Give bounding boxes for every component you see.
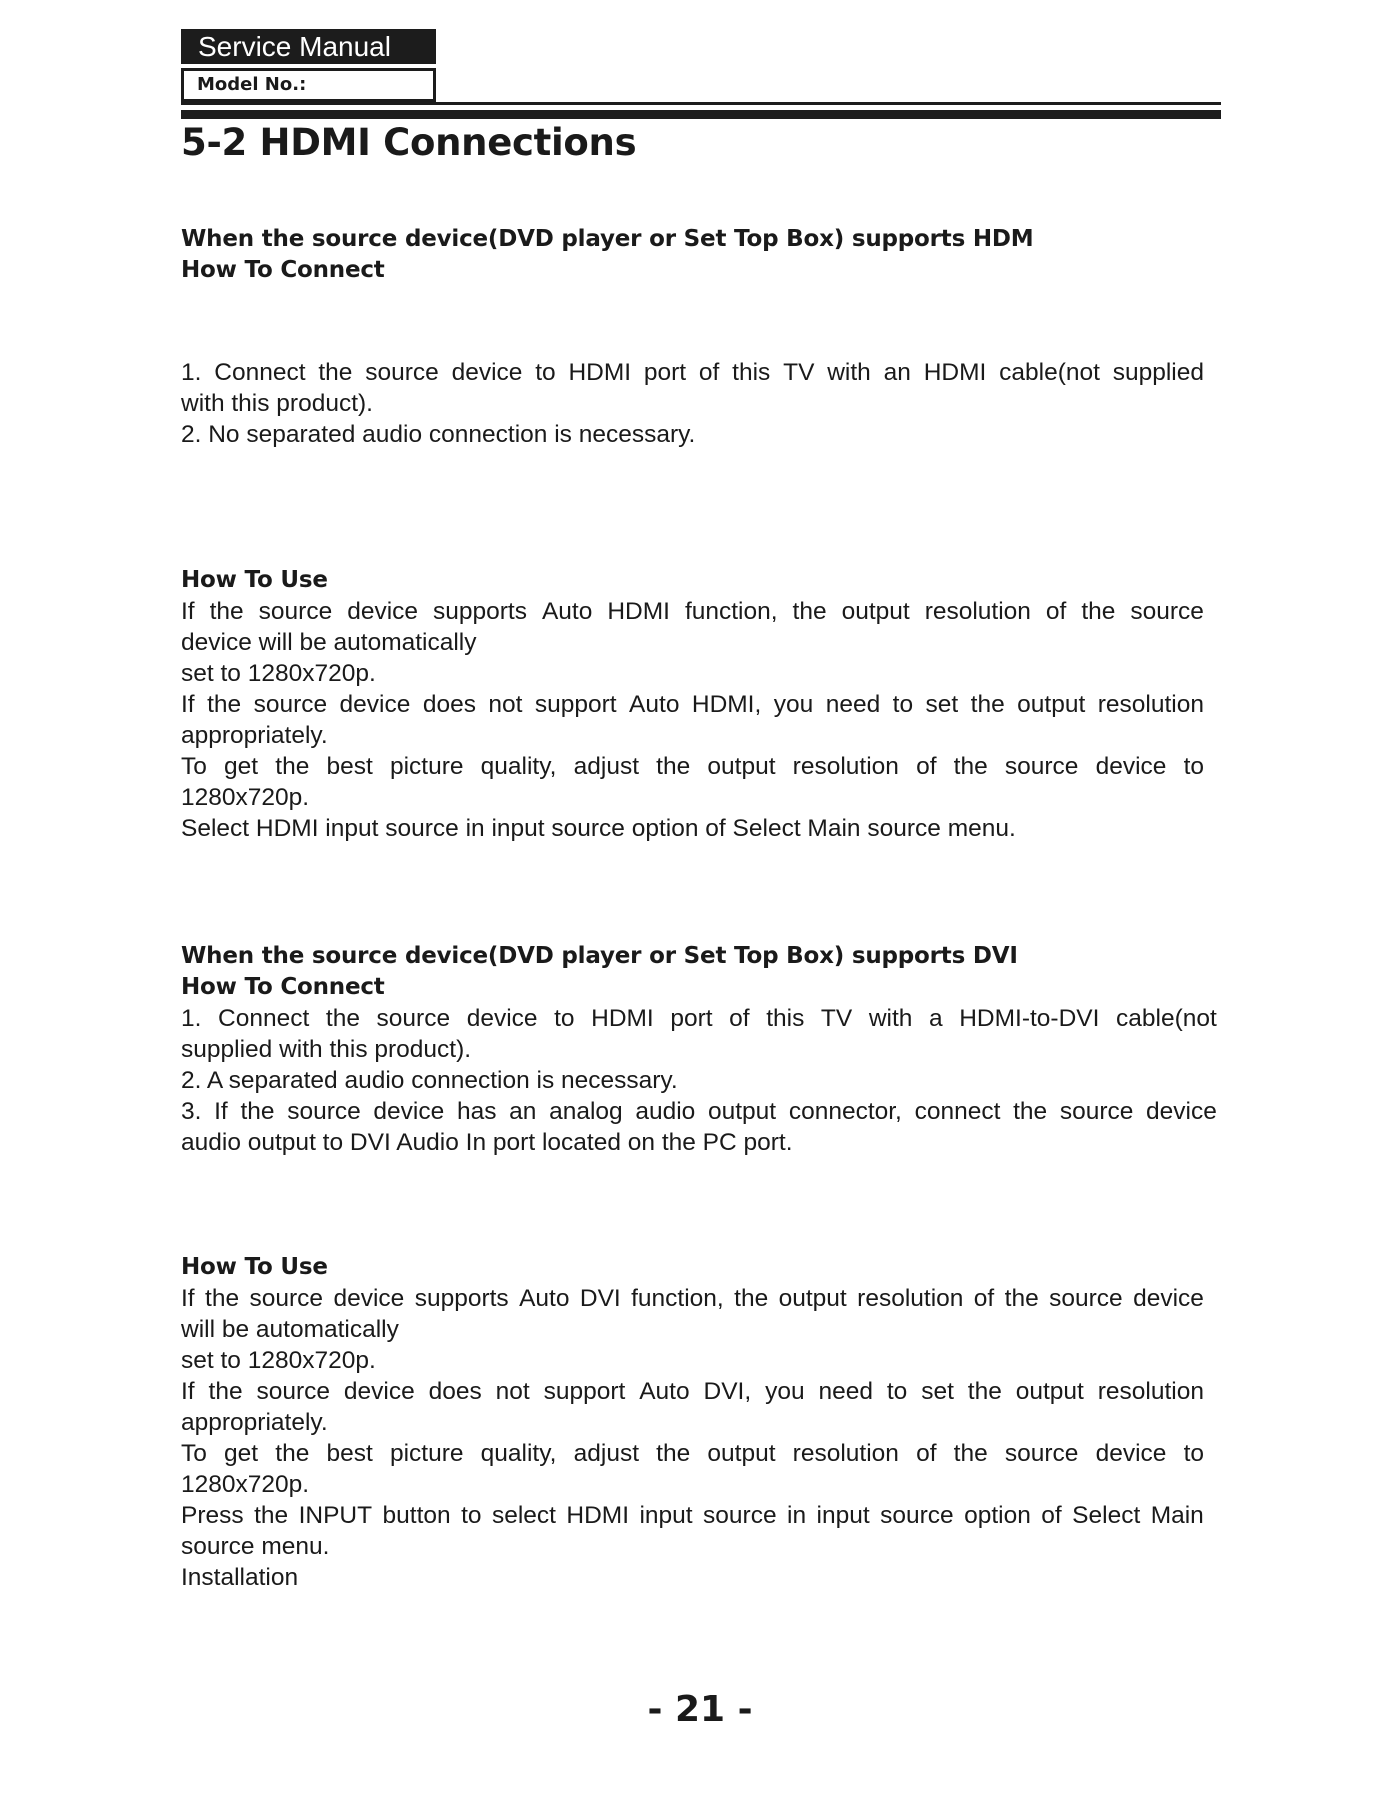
- word: output: [1017, 691, 1086, 718]
- word: the: [967, 1378, 1002, 1405]
- word: in: [787, 1502, 807, 1529]
- page-title: 5-2 HDMI Connections: [181, 121, 637, 164]
- header-rule-thin: [181, 102, 1221, 105]
- word: a: [929, 1005, 943, 1032]
- word: Auto: [541, 598, 593, 625]
- word: HDMI: [566, 1502, 630, 1529]
- word: with: [827, 359, 871, 386]
- word: To: [181, 753, 207, 780]
- word: need: [818, 1378, 873, 1405]
- word: does: [428, 1378, 482, 1405]
- word: of: [1045, 598, 1067, 625]
- word: analog: [549, 1098, 623, 1125]
- word: source: [1130, 598, 1204, 625]
- word: adjust: [573, 1440, 640, 1467]
- word: best: [326, 753, 373, 780]
- word: you: [773, 691, 814, 718]
- dvi-use-line: will be automatically: [181, 1316, 399, 1343]
- word: output: [841, 598, 910, 625]
- word: If: [181, 1285, 195, 1312]
- hdmi-use-line: [181, 751, 1204, 782]
- word: the: [254, 1502, 289, 1529]
- word: device: [1095, 753, 1167, 780]
- hdmi-use-line: [181, 596, 1204, 627]
- word: HDMI-to-DVI: [959, 1005, 1100, 1032]
- word: output: [1015, 1378, 1084, 1405]
- word: connect: [914, 1098, 1001, 1125]
- hdmi-connect-step-line: with this product).: [181, 390, 373, 417]
- word: If: [181, 1378, 195, 1405]
- word: the: [970, 691, 1005, 718]
- word: source: [258, 598, 333, 625]
- word: the: [792, 598, 827, 625]
- word: resolution: [924, 598, 1031, 625]
- hdmi-section-heading: When the source device(DVD player or Set Top Box) supports HDM: [181, 226, 1034, 252]
- word: this: [766, 1005, 805, 1032]
- word: Press: [181, 1502, 244, 1529]
- word: of: [916, 1440, 937, 1467]
- word: to: [554, 1005, 575, 1032]
- word: of: [1041, 1502, 1062, 1529]
- word: need: [825, 691, 881, 718]
- word: get: [224, 753, 259, 780]
- hdmi-use-line: Select HDMI input source in input source option of Select Main source menu.: [181, 815, 1016, 842]
- model-number-label: Model No.:: [181, 68, 436, 102]
- word: supports: [433, 598, 527, 625]
- word: the: [318, 359, 353, 386]
- word: If: [214, 1098, 228, 1125]
- word: function,: [631, 1285, 724, 1312]
- word: the: [656, 753, 691, 780]
- word: TV: [820, 1005, 853, 1032]
- word: the: [734, 1285, 769, 1312]
- word: input: [816, 1502, 870, 1529]
- header-rule-thick: [181, 110, 1221, 119]
- word: the: [1081, 598, 1116, 625]
- word: port: [670, 1005, 713, 1032]
- word: the: [209, 598, 244, 625]
- hdmi-use-line: [181, 689, 1204, 720]
- dvi-use-line: set to 1280x720p.: [181, 1347, 376, 1374]
- word: connector,: [788, 1098, 902, 1125]
- word: device: [1146, 1098, 1217, 1125]
- word: get: [224, 1440, 259, 1467]
- word: device: [451, 359, 523, 386]
- dvi-use-heading: How To Use: [181, 1254, 328, 1280]
- hdmi-use-line: appropriately.: [181, 722, 328, 749]
- word: picture: [389, 753, 464, 780]
- dvi-use-line: [181, 1376, 1204, 1407]
- word: the: [656, 1440, 691, 1467]
- word: option: [964, 1502, 1031, 1529]
- hdmi-use-line: 1280x720p.: [181, 784, 310, 811]
- dvi-section-heading: When the source device(DVD player or Set Top Box) supports DVI: [181, 943, 1018, 969]
- word: If: [181, 598, 195, 625]
- word: has: [456, 1098, 497, 1125]
- word: set: [925, 691, 959, 718]
- word: HDMI: [607, 598, 670, 625]
- hdmi-connect-step-line: [181, 357, 1204, 388]
- word: source: [256, 1378, 331, 1405]
- dvi-use-line: Installation: [181, 1564, 299, 1591]
- word: the: [207, 691, 242, 718]
- word: output: [708, 1098, 777, 1125]
- word: device: [347, 598, 419, 625]
- word: Connect: [218, 1005, 310, 1032]
- word: 3.: [181, 1098, 202, 1125]
- dvi-connect-heading: How To Connect: [181, 974, 385, 1000]
- word: support: [543, 1378, 626, 1405]
- dvi-connect-step-line: [181, 1096, 1217, 1127]
- word: with: [868, 1005, 913, 1032]
- word: Auto: [519, 1285, 570, 1312]
- word: the: [205, 1285, 240, 1312]
- word: source: [1004, 753, 1079, 780]
- hdmi-use-heading: How To Use: [181, 567, 328, 593]
- word: source: [703, 1502, 777, 1529]
- word: port: [643, 359, 687, 386]
- word: not: [488, 691, 523, 718]
- word: of: [698, 359, 720, 386]
- word: of: [729, 1005, 750, 1032]
- dvi-use-line: 1280x720p.: [181, 1471, 310, 1498]
- word: device: [343, 1378, 415, 1405]
- word: supplied: [1112, 359, 1204, 386]
- word: Auto: [629, 691, 680, 718]
- word: resolution: [1097, 1378, 1204, 1405]
- word: the: [208, 1378, 243, 1405]
- word: source: [365, 359, 439, 386]
- word: output: [707, 1440, 776, 1467]
- dvi-connect-step-line: supplied with this product).: [181, 1036, 472, 1063]
- word: button: [382, 1502, 451, 1529]
- word: device: [1133, 1285, 1204, 1312]
- word: device: [1095, 1440, 1167, 1467]
- hdmi-use-line: device will be automatically: [181, 629, 477, 656]
- word: source: [1049, 1285, 1123, 1312]
- word: device: [466, 1005, 538, 1032]
- word: output: [707, 753, 776, 780]
- word: supports: [414, 1285, 509, 1312]
- word: device: [373, 1098, 445, 1125]
- word: of: [973, 1285, 995, 1312]
- word: to: [535, 359, 556, 386]
- word: the: [275, 1440, 310, 1467]
- word: the: [1004, 1285, 1039, 1312]
- word: resolution: [792, 753, 899, 780]
- word: adjust: [573, 753, 640, 780]
- word: audio: [635, 1098, 696, 1125]
- word: the: [240, 1098, 275, 1125]
- word: 1.: [181, 1005, 202, 1032]
- word: to: [892, 691, 914, 718]
- word: Main: [1150, 1502, 1204, 1529]
- word: function,: [684, 598, 778, 625]
- word: the: [1013, 1098, 1048, 1125]
- dvi-use-line: [181, 1500, 1204, 1531]
- word: quality,: [480, 753, 557, 780]
- word: output: [778, 1285, 847, 1312]
- word: the: [953, 753, 988, 780]
- word: source: [880, 1502, 954, 1529]
- word: resolution: [857, 1285, 964, 1312]
- dvi-use-line: source menu.: [181, 1533, 330, 1560]
- word: device: [333, 1285, 405, 1312]
- word: quality,: [480, 1440, 557, 1467]
- word: Auto: [639, 1378, 690, 1405]
- word: source: [1004, 1440, 1079, 1467]
- hdmi-connect-step-line: 2. No separated audio connection is necessary.: [181, 421, 696, 448]
- word: set: [921, 1378, 954, 1405]
- word: this: [732, 359, 771, 386]
- word: source: [1059, 1098, 1134, 1125]
- hdmi-connect-heading: How To Connect: [181, 257, 385, 283]
- dvi-connect-step-line: [181, 1003, 1217, 1034]
- service-manual-label: Service Manual: [181, 29, 436, 64]
- word: device: [339, 691, 411, 718]
- word: HDMI: [568, 359, 632, 386]
- word: cable(not: [999, 359, 1100, 386]
- word: not: [495, 1378, 530, 1405]
- word: Select: [1072, 1502, 1141, 1529]
- word: best: [326, 1440, 373, 1467]
- word: the: [325, 1005, 360, 1032]
- word: source: [287, 1098, 361, 1125]
- word: INPUT: [298, 1502, 373, 1529]
- word: to: [886, 1378, 908, 1405]
- word: resolution: [1097, 691, 1204, 718]
- word: cable(not: [1116, 1005, 1217, 1032]
- word: If: [181, 691, 195, 718]
- word: of: [916, 753, 937, 780]
- word: resolution: [792, 1440, 899, 1467]
- word: HDMI,: [691, 691, 762, 718]
- word: the: [953, 1440, 988, 1467]
- dvi-connect-step-line: 2. A separated audio connection is necessary.: [181, 1067, 678, 1094]
- word: 1.: [181, 359, 202, 386]
- word: HDMI: [923, 359, 987, 386]
- word: To: [181, 1440, 207, 1467]
- word: TV: [783, 359, 815, 386]
- dvi-use-line: [181, 1438, 1204, 1469]
- word: select: [491, 1502, 556, 1529]
- word: DVI,: [703, 1378, 752, 1405]
- hdmi-use-line: set to 1280x720p.: [181, 660, 376, 687]
- word: an: [883, 359, 911, 386]
- page-number: - 21 -: [647, 1689, 753, 1730]
- word: HDMI: [591, 1005, 654, 1032]
- dvi-connect-step-line: audio output to DVI Audio In port located on the PC port.: [181, 1129, 793, 1156]
- word: picture: [389, 1440, 464, 1467]
- word: support: [534, 691, 617, 718]
- word: to: [461, 1502, 482, 1529]
- word: does: [422, 691, 476, 718]
- word: to: [1183, 753, 1204, 780]
- word: source: [376, 1005, 451, 1032]
- dvi-use-line: [181, 1283, 1204, 1314]
- word: an: [509, 1098, 537, 1125]
- word: Connect: [214, 359, 306, 386]
- word: DVI: [579, 1285, 621, 1312]
- word: source: [249, 1285, 324, 1312]
- dvi-use-line: appropriately.: [181, 1409, 328, 1436]
- word: to: [1183, 1440, 1204, 1467]
- word: source: [253, 691, 328, 718]
- word: input: [639, 1502, 693, 1529]
- word: the: [275, 753, 310, 780]
- word: you: [765, 1378, 805, 1405]
